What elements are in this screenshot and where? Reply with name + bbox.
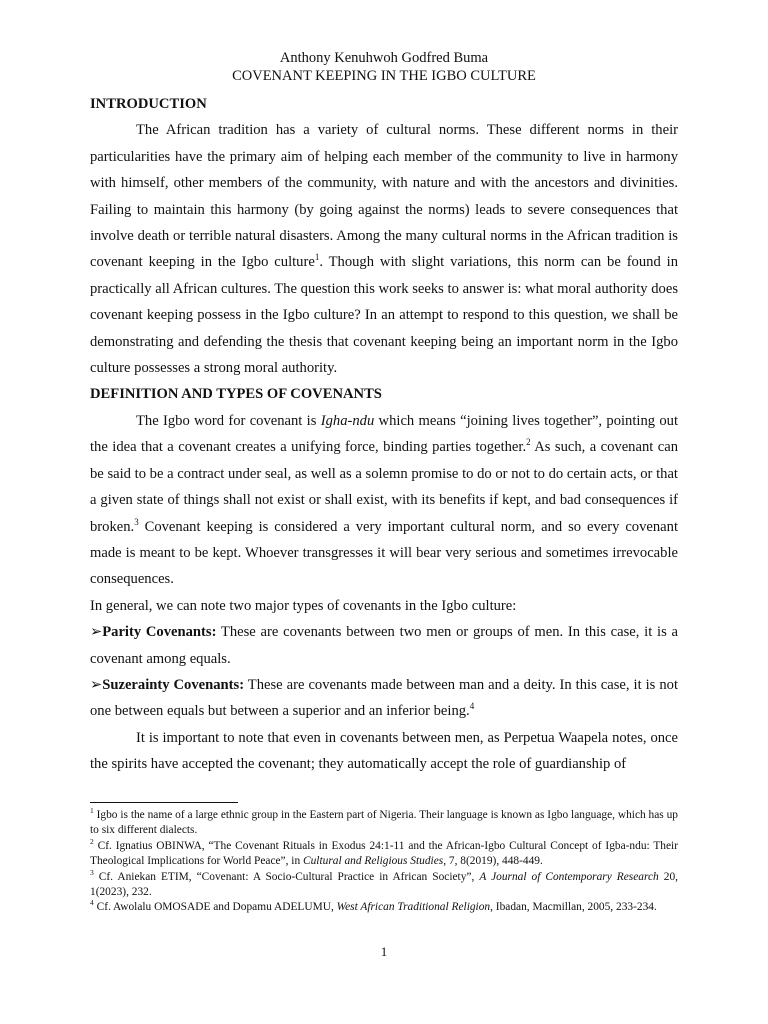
- definition-paragraph: The Igbo word for covenant is Igha-ndu which means “joining lives together”, pointing out the idea that a covenant creates a unifying force, binding parties together.$^2$ As such, a covenant can be said to be a contract under seal, as well as a solemn promise to do or not to do certain acts, or that a given state of things shall not exist or shall exist, with its benefits if kept, and bad consequences if broken.$^3$ Covenant keeping is considered a very important cultural norm, and so every covenant made is meant to be kept. Whoever transgresses it will bear very serious and sometimes irrevocable consequences.: [90, 412, 679, 588]
- intro-paragraph: The African tradition has a variety of cultural norms. These different norms in their particularities have the primary aim of helping each member of the community to live in harmony with himself, other members of the community, with nature and with the ancestors and divinities. Failing to maintain this harmony (by going against the norms) leads to severe consequences that involve death or terrible natural disasters. Among the many cultural norms in the African tradition is covenant keeping in the Igbo culture$^1$. Though with slight variations, this norm can be found in practically all African cultures. The question this work seeks to answer is: what moral authority does covenant keeping possess in the Igbo culture? In an attempt to respond to this question, we shall be demonstrating and defending the thesis that covenant keeping being an important norm in the Igbo culture possesses a strong moral authority.: [90, 122, 679, 377]
- bullet-parity-covenants: ➢Parity Covenants: These are covenants between two men or groups of men. In this case, it is a covenant among equals.: [90, 624, 678, 667]
- footnote-ref-4[interactable]: 4: [469, 701, 475, 712]
- bullet-suzerainty-covenants: ➢Suzerainty Covenants: These are covenants made between man and a deity. In this case, it is not one between equals but between a superior and an inferior being.$^4$: [90, 676, 678, 720]
- section-heading-definition: DEFINITION AND TYPES OF COVENANTS: [90, 386, 382, 403]
- footnote-divider: [90, 802, 238, 803]
- footnote-1: $^1$ Igbo is the name of a large ethnic group in the Eastern part of Nigeria. Their language is known as Igbo language, which has up to six different dialects.: [90, 806, 678, 837]
- footnote-ref-3[interactable]: 3: [134, 516, 139, 527]
- page-number: 1: [380, 944, 388, 959]
- footnote-ref-1[interactable]: 1: [314, 252, 320, 263]
- section-heading-introduction: INTRODUCTION: [90, 96, 207, 112]
- guardianship-paragraph: It is important to note that even in covenants between men, as Perpetua Waapela notes, once the spirits have accepted the covenant; they automatically accept the role of guardianship of: [90, 729, 678, 773]
- arrow-bullet-icon: ➢: [90, 624, 103, 641]
- types-intro-paragraph: In general, we can note two major types of covenants in the Igbo culture:: [90, 597, 517, 614]
- document-body: [90, 91, 678, 778]
- footnote-ref-2[interactable]: 2: [526, 437, 531, 448]
- igbo-term: Igha-ndu: [320, 412, 375, 429]
- footnote-2: $^2$ Cf. Ignatius OBINWA, “The Covenant Rituals in Exodus 24:1-11 and the African-Igbo Cultural Concept of Igba-ndu: Their Theological Implications for World Peace”, in Cultural and Religious Studies, 7, 8(2019), 448-449.: [90, 837, 678, 868]
- document-header: [0, 49, 768, 85]
- footnote-3: $^3$ Cf. Aniekan ETIM, “Covenant: A Socio-Cultural Practice in African Society”, A Journal of Contemporary Research 20, 1(2023), 232.: [90, 867, 679, 899]
- footnote-4: $^4$ Cf. Awolalu OMOSADE and Dopamu ADELUMU, West African Traditional Religion, Ibadan, Macmillan, 2005, 233-234.: [90, 898, 657, 914]
- arrow-bullet-icon: ➢: [90, 676, 103, 693]
- author-name: Anthony Kenuhwoh Godfred Buma: [279, 50, 489, 66]
- footnotes: [90, 808, 678, 916]
- document-title: COVENANT KEEPING IN THE IGBO CULTURE: [232, 68, 536, 84]
